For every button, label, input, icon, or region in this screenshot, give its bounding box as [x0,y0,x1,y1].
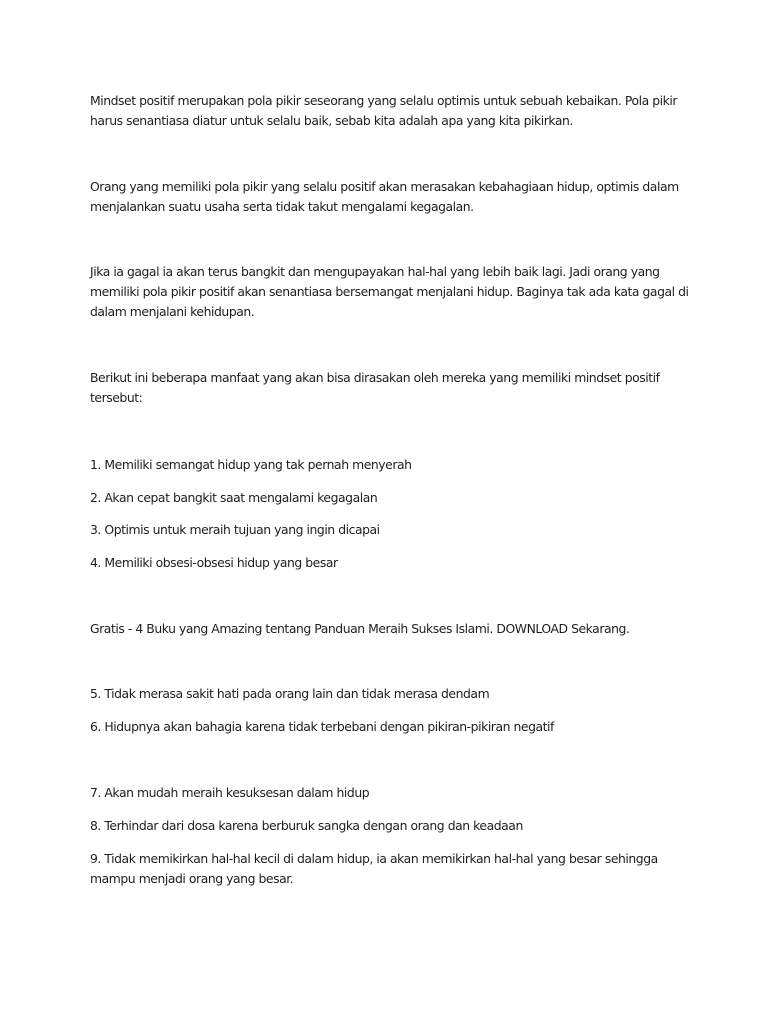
list-item: 1. Memiliki semangat hidup yang tak pernah menyerah [90,457,412,472]
text-line: mampu menjadi orang yang besar. [90,871,294,886]
promo-text: Gratis - 4 Buku yang Amazing tentang Panduan Meraih Sukses Islami. DOWNLOAD Sekarang. [90,621,630,636]
text-line: memiliki pola pikir positif akan senantiasa bersemangat menjalani hidup. Baginya tak ada kata gagal di [90,284,689,299]
text-line: 9. Tidak memikirkan hal-hal kecil di dalam hidup, ia akan memikirkan hal-hal yang besar sehingga [90,851,658,866]
list-item: 2. Akan cepat bangkit saat mengalami kegagalan [90,490,378,505]
list-item: 7. Akan mudah meraih kesuksesan dalam hidup [90,785,370,800]
text-line: tersebut: [90,390,143,405]
list-item: 3. Optimis untuk meraih tujuan yang ingin dicapai [90,522,380,537]
list-item: 8. Terhindar dari dosa karena berburuk sangka dengan orang dan keadaan [90,818,523,833]
text-line: Orang yang memiliki pola pikir yang selalu positif akan merasakan kebahagiaan hidup, optimis dalam [90,179,679,194]
list-item: 5. Tidak merasa sakit hati pada orang lain dan tidak merasa dendam [90,686,490,701]
list-item: 4. Memiliki obsesi-obsesi hidup yang besar [90,555,338,570]
text-line: Mindset positif merupakan pola pikir seseorang yang selalu optimis untuk sebuah kebaikan. Pola pikir [90,93,678,108]
text-line: Berikut ini beberapa manfaat yang akan bisa dirasakan oleh mereka yang memiliki mindset positif [90,370,660,385]
list-item: 6. Hidupnya akan bahagia karena tidak terbebani dengan pikiran-pikiran negatif [90,719,554,734]
text-line: harus senantiasa diatur untuk selalu baik, sebab kita adalah apa yang kita pikirkan. [90,113,573,128]
text-line: menjalankan suatu usaha serta tidak takut mengalami kegagalan. [90,199,474,214]
text-line: dalam menjalani kehidupan. [90,304,255,319]
text-line: Jika ia gagal ia akan terus bangkit dan mengupayakan hal-hal yang lebih baik lagi. Jadi orang yang [90,264,660,279]
